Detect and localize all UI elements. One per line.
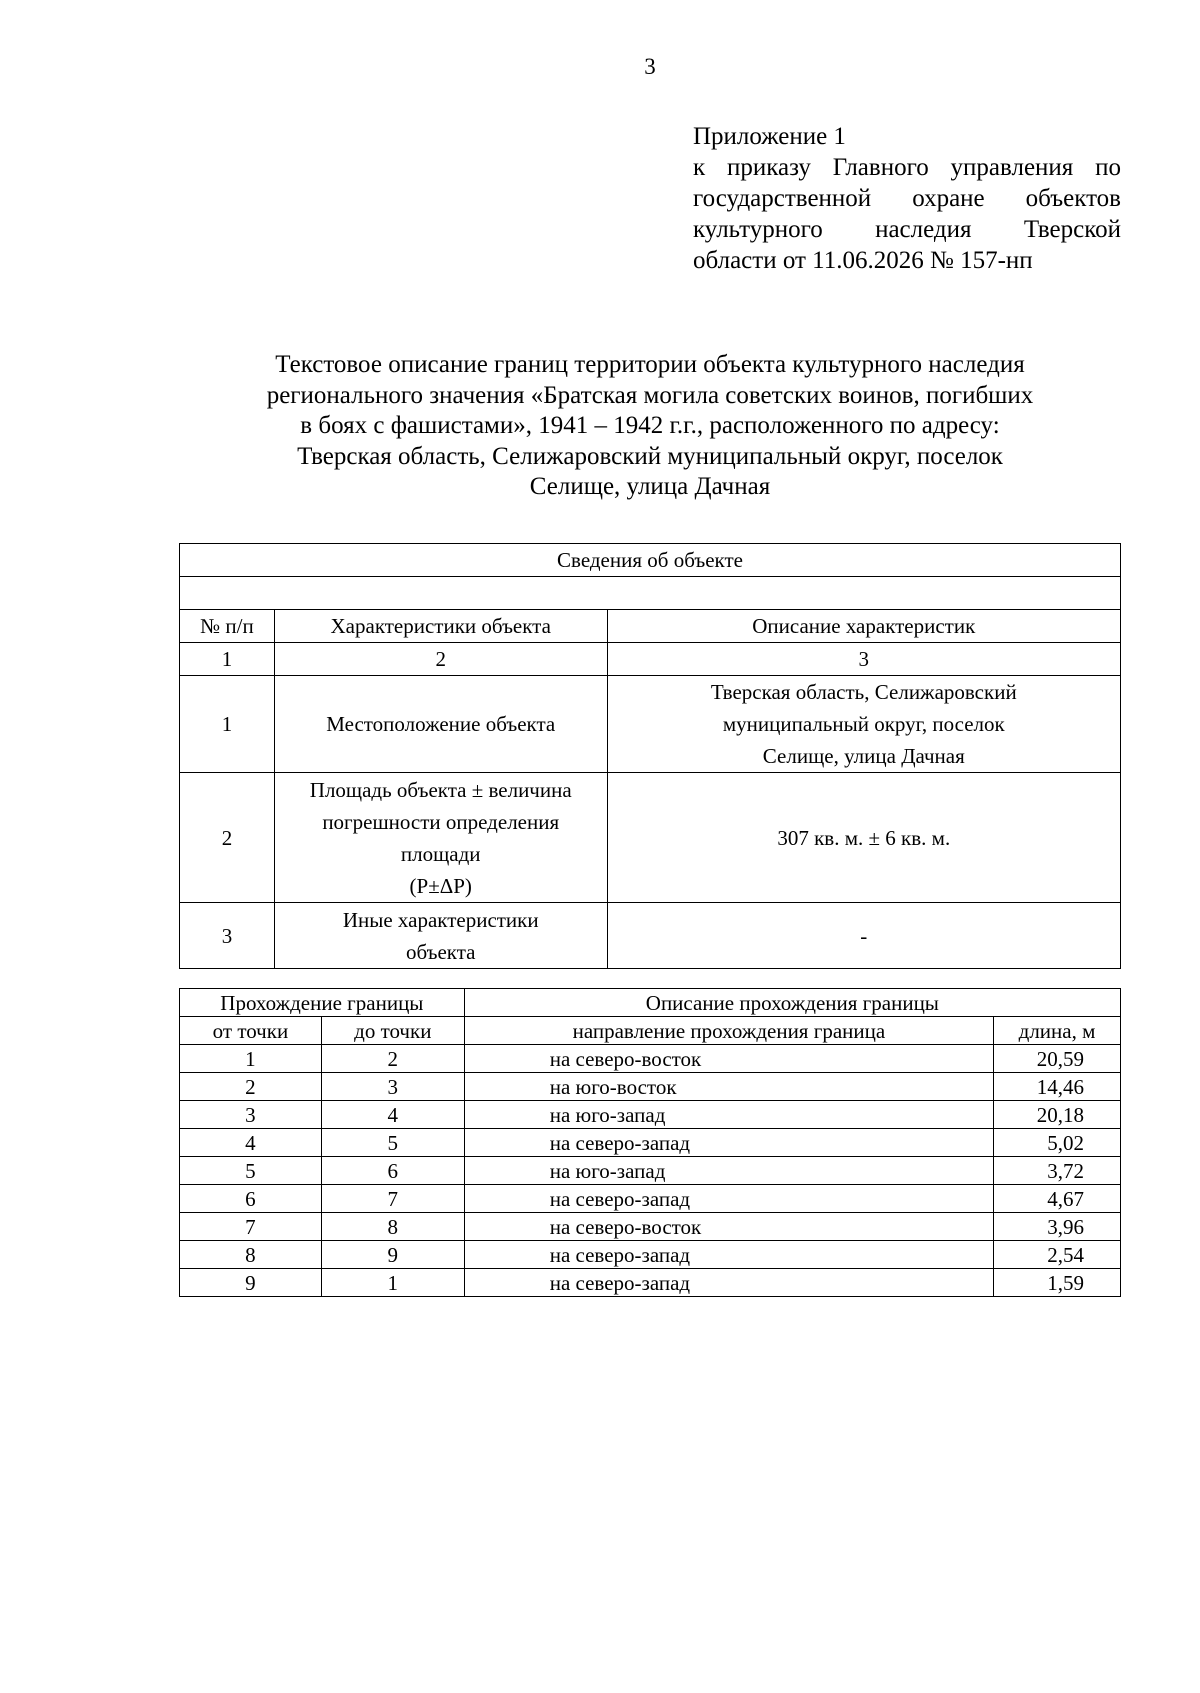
cell-line: - [860,923,868,948]
table-row [180,1045,1121,1073]
row-number: 2 [180,773,275,903]
cell-line: Селище, улица Дачная [762,744,965,768]
cell-line: Тверская область, Селижаровский [710,680,1017,704]
from-point-cell: 4 [180,1129,322,1157]
title-line: Селище, улица Дачная [529,473,771,500]
object-info-table [179,543,1121,969]
table-row [180,1269,1121,1297]
direction-cell: на северо-запад [464,1269,993,1297]
length-cell: 20,18 [994,1101,1121,1129]
from-point-cell: 7 [180,1213,322,1241]
title-line: Тверская область, Селижаровский муниципальный округ, поселок [297,442,1003,470]
direction-cell: на северо-запад [464,1129,993,1157]
header-description: Описание характеристик [607,610,1120,643]
document-title [180,350,1120,503]
table-row [180,773,1121,903]
from-point-cell: 2 [180,1073,322,1101]
direction-cell: на северо-запад [464,1241,993,1269]
column-number-cell: 3 [607,643,1120,676]
boundary-table [179,988,1121,1297]
cell-line: Местоположение объекта [326,712,556,736]
to-point-cell: 7 [321,1185,464,1213]
characteristic-cell [274,676,607,773]
cell-line: (Р±ΔР) [409,873,472,898]
header-from-point: от точки [180,1017,322,1045]
annex-line: государственной охране объектов [693,185,1121,212]
direction-cell: на северо-запад [464,1185,993,1213]
table-row [180,1241,1121,1269]
description-cell [607,676,1120,773]
column-number-cell: 1 [180,643,275,676]
header-number: № п/п [180,610,275,643]
to-point-cell: 2 [321,1045,464,1073]
direction-cell: на юго-восток [464,1073,993,1101]
table-row [180,1213,1121,1241]
title-line: Текстовое описание границ территории объекта культурного наследия [275,351,1025,378]
page-number: 3 [644,54,656,79]
header-to-point: до точки [321,1017,464,1045]
from-point-cell: 5 [180,1157,322,1185]
length-cell: 4,67 [994,1185,1121,1213]
object-table-caption: Сведения об объекте [180,544,1121,577]
row-number: 3 [180,903,275,969]
description-cell [607,773,1120,903]
cell-line: муниципальный округ, поселок [722,712,1005,736]
table-row [180,903,1121,969]
header-characteristic: Характеристики объекта [274,610,607,643]
to-point-cell: 8 [321,1213,464,1241]
cell-line: Площадь объекта ± величина [309,777,572,802]
to-point-cell: 9 [321,1241,464,1269]
from-point-cell: 6 [180,1185,322,1213]
header-direction: направление прохождения граница [464,1017,993,1045]
annex-line: к приказу Главного управления по [693,154,1121,181]
cell-line: Иные характеристики [342,907,539,932]
direction-cell: на северо-восток [464,1213,993,1241]
length-cell: 2,54 [994,1241,1121,1269]
table-row [180,1129,1121,1157]
annex-line: культурного наследия Тверской [693,216,1121,243]
length-cell: 14,46 [994,1073,1121,1101]
cell-line: погрешности определения [322,809,560,834]
length-cell: 20,59 [994,1045,1121,1073]
to-point-cell: 3 [321,1073,464,1101]
from-point-cell: 3 [180,1101,322,1129]
header-length: длина, м [994,1017,1121,1045]
header-boundary-description: Описание прохождения границы [464,989,1120,1017]
from-point-cell: 8 [180,1241,322,1269]
header-boundary-passage: Прохождение границы [180,989,465,1017]
length-cell: 3,96 [994,1213,1121,1241]
to-point-cell: 5 [321,1129,464,1157]
title-line: регионального значения «Братская могила советских воинов, погибших [266,381,1034,409]
to-point-cell: 6 [321,1157,464,1185]
table-row [180,1157,1121,1185]
from-point-cell: 1 [180,1045,322,1073]
cell-line: 307 кв. м. ± 6 кв. м. [777,825,951,850]
cell-line: объекта [405,939,476,964]
annex-reference [693,121,1121,276]
direction-cell: на юго-запад [464,1157,993,1185]
length-cell: 3,72 [994,1157,1121,1185]
object-table-empty-row [180,577,1121,610]
length-cell: 1,59 [994,1269,1121,1297]
table-row [180,676,1121,773]
row-number: 1 [180,676,275,773]
column-number-cell: 2 [274,643,607,676]
from-point-cell: 9 [180,1269,322,1297]
description-cell [607,903,1120,969]
annex-line: области от 11.06.2026 № 157-нп [693,247,1033,274]
direction-cell: на северо-восток [464,1045,993,1073]
table-row [180,1073,1121,1101]
characteristic-cell [274,903,607,969]
to-point-cell: 1 [321,1269,464,1297]
characteristic-cell [274,773,607,903]
annex-line: Приложение 1 [693,123,846,150]
length-cell: 5,02 [994,1129,1121,1157]
direction-cell: на юго-запад [464,1101,993,1129]
table-row [180,1101,1121,1129]
to-point-cell: 4 [321,1101,464,1129]
cell-line: площади [400,841,481,866]
title-line: в боях с фашистами», 1941 – 1942 г.г., расположенного по адресу: [300,412,1000,439]
table-row [180,1185,1121,1213]
